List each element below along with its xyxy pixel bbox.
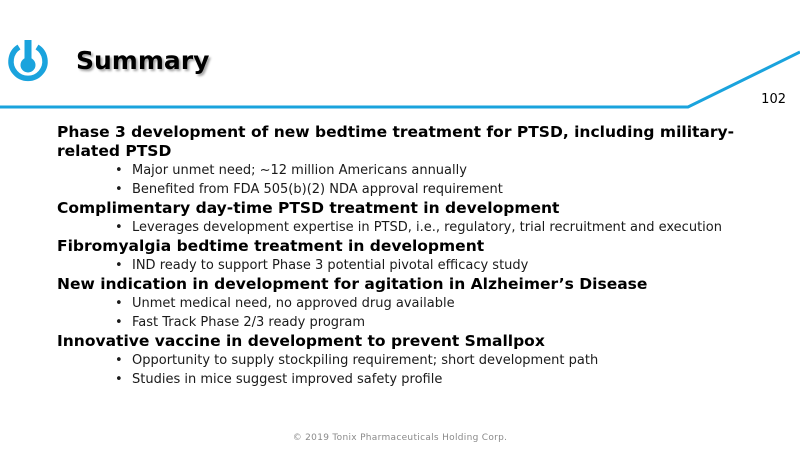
section-heading: Fibromyalgia bedtime treatment in development <box>57 237 485 255</box>
bullet-item: • Opportunity to supply stockpiling requirement; short development path <box>115 353 599 368</box>
section-fibromyalgia <box>57 237 757 275</box>
bullet-list <box>57 256 757 275</box>
bullet-item: • IND ready to support Phase 3 potential pivotal efficacy study <box>115 258 529 273</box>
bullet-list <box>57 161 757 199</box>
bullet-dot-icon: • <box>115 163 123 178</box>
footer-copyright: © 2019 Tonix Pharmaceuticals Holding Corp. <box>292 433 508 443</box>
bullet-item: • Major unmet need; ~12 million Americans annually <box>115 163 467 178</box>
section-heading: New indication in development for agitation in Alzheimer’s Disease <box>57 275 648 293</box>
slide-number: 102 <box>761 92 786 107</box>
page-title: Summary <box>76 46 210 75</box>
bullet-item: • Benefited from FDA 505(b)(2) NDA approval requirement <box>115 182 503 197</box>
power-button-icon <box>6 38 50 84</box>
bullet-item: • Studies in mice suggest improved safety profile <box>115 372 443 387</box>
bullet-dot-icon: • <box>115 353 123 368</box>
bullet-item: • Fast Track Phase 2/3 ready program <box>115 315 365 330</box>
bullet-dot-icon: • <box>115 296 123 311</box>
bullet-list <box>57 218 757 237</box>
bullet-dot-icon: • <box>115 182 123 197</box>
bullet-dot-icon: • <box>115 220 123 235</box>
bullet-list <box>57 351 757 389</box>
section-alzheimers <box>57 275 757 332</box>
section-smallpox <box>57 332 757 389</box>
summary-content <box>57 123 757 389</box>
section-heading: Phase 3 development of new bedtime treatment for PTSD, including military-related PTSD <box>57 123 735 160</box>
section-heading: Complimentary day-time PTSD treatment in development <box>57 199 560 217</box>
bullet-dot-icon: • <box>115 372 123 387</box>
bullet-dot-icon: • <box>115 315 123 330</box>
bullet-dot-icon: • <box>115 258 123 273</box>
section-heading: Innovative vaccine in development to prevent Smallpox <box>57 332 545 350</box>
bullet-item: • Leverages development expertise in PTSD, i.e., regulatory, trial recruitment and execution <box>115 220 722 235</box>
section-ptsd-daytime <box>57 199 757 237</box>
section-ptsd-bedtime <box>57 123 757 199</box>
bullet-list <box>57 294 757 332</box>
bullet-item: • Unmet medical need, no approved drug available <box>115 296 455 311</box>
